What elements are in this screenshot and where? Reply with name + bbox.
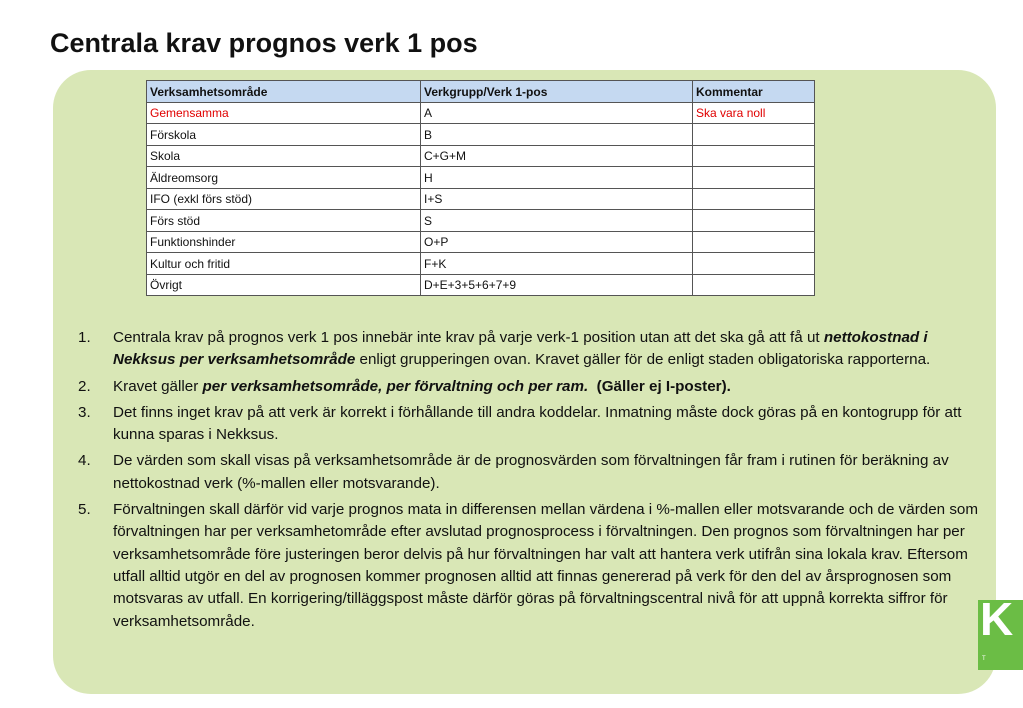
- table-row: [147, 102, 815, 124]
- list-item-text: Förvaltningen skall därför vid varje prognos mata in differensen mellan värdena i %-mallen eller motsvarande och de värden som förvaltningen har per verksamhetområde efter avslutad prognosprocess i förvaltningen. Den prognos som förvaltningen har per verksamhetsområde före justeringen beror delvis på hur förvaltningen har valt att hantera verk utifrån sina lokala krav. Eftersom utfall alltid utgör en del av prognosen kommer prognosen alltid att finnas genererad på verk för den del av årsprognosen som motsvaras av utfall. En korrigering/tilläggspost måste därför göras på förvaltningscentral nivå för att uppnå korrekta siffror för verksamhetsområde.: [113, 501, 979, 630]
- list-item: [78, 376, 978, 398]
- brand-logo-glyph: K: [980, 600, 1014, 645]
- table-cell-comment: [693, 124, 815, 146]
- list-item-emphasis: per verksamhetsområde, per förvaltning och per ram.: [202, 377, 589, 395]
- list-item: [78, 327, 978, 372]
- table-row: [147, 188, 815, 210]
- table-cell-area: Skola: [147, 145, 421, 167]
- list-item: [78, 450, 978, 495]
- table-row: [147, 253, 815, 275]
- table-cell-area: Förskola: [147, 124, 421, 146]
- column-header-verkgrupp: Verkgrupp/Verk 1-pos: [421, 81, 693, 103]
- list-item-text: Centrala krav på prognos verk 1 pos innebär inte krav på varje verk-1 position utan att det ska gå att få ut: [113, 329, 824, 346]
- table-row: [147, 167, 815, 189]
- list-item-emphasis: nettokostnad i Nekksus per verksamhetsområde: [113, 329, 928, 369]
- list-item-text: Kravet gäller: [113, 377, 203, 395]
- table-row: [147, 274, 815, 296]
- list-item-strong: (Gäller ej I-poster).: [588, 377, 731, 395]
- list-item-number: 5.: [78, 501, 91, 519]
- table-cell-verk: D+E+3+5+6+7+9: [421, 274, 693, 296]
- page-title: Centrala krav prognos verk 1 pos: [50, 28, 478, 58]
- table-cell-comment: [693, 210, 815, 232]
- table-cell-area: Gemensamma: [147, 102, 421, 124]
- table-row: [147, 145, 815, 167]
- table-cell-comment: Ska vara noll: [693, 102, 815, 124]
- table-cell-verk: H: [421, 167, 693, 189]
- table-cell-area: Förs stöd: [147, 210, 421, 232]
- table-cell-comment: [693, 167, 815, 189]
- table-cell-comment: [693, 253, 815, 275]
- brand-logo-tab: [978, 600, 1023, 670]
- list-item: [78, 402, 978, 447]
- list-item: [78, 499, 978, 633]
- list-item-text: enligt grupperingen ovan. Kravet gäller för de enligt staden obligatoriska rapporterna.: [355, 351, 931, 369]
- table-row: [147, 231, 815, 253]
- table-cell-verk: C+G+M: [421, 145, 693, 167]
- column-header-verksamhetsomrade: Verksamhetsområde: [147, 81, 421, 103]
- table-cell-comment: [693, 188, 815, 210]
- table-cell-verk: I+S: [421, 188, 693, 210]
- list-item-number: 1.: [78, 329, 91, 346]
- table-cell-verk: S: [421, 210, 693, 232]
- table-cell-verk: F+K: [421, 253, 693, 275]
- table-cell-area: IFO (exkl förs stöd): [147, 188, 421, 210]
- list-item-number: 2.: [78, 377, 91, 395]
- table-cell-area: Äldreomsorg: [147, 167, 421, 189]
- requirements-list: [78, 327, 978, 637]
- table-cell-comment: [693, 274, 815, 296]
- table-row: [147, 210, 815, 232]
- table-cell-comment: [693, 231, 815, 253]
- table-cell-area: Kultur och fritid: [147, 253, 421, 275]
- list-item-number: 3.: [78, 403, 91, 421]
- list-item-text: De värden som skall visas på verksamhetsområde är de prognosvärden som förvaltningen får fram i rutinen för beräkning av nettokostnad verk (%-mallen eller motsvarande).: [113, 452, 949, 492]
- column-header-kommentar: Kommentar: [693, 81, 815, 103]
- table-cell-verk: A: [421, 102, 693, 124]
- table-cell-area: Övrigt: [147, 274, 421, 296]
- table-cell-comment: [693, 145, 815, 167]
- table-cell-verk: B: [421, 124, 693, 146]
- list-item-number: 4.: [78, 452, 91, 470]
- table-cell-verk: O+P: [421, 231, 693, 253]
- table-cell-area: Funktionshinder: [147, 231, 421, 253]
- brand-logo-subtext: T: [982, 656, 986, 662]
- list-item-text: Det finns inget krav på att verk är korrekt i förhållande till andra koddelar. Inmatning måste dock göras på en kontogrupp för att kunna sparas i Nekksus.: [113, 403, 962, 444]
- verksamhet-mapping-table: [146, 80, 815, 296]
- table-row: [147, 124, 815, 146]
- table-header-row: [147, 81, 815, 103]
